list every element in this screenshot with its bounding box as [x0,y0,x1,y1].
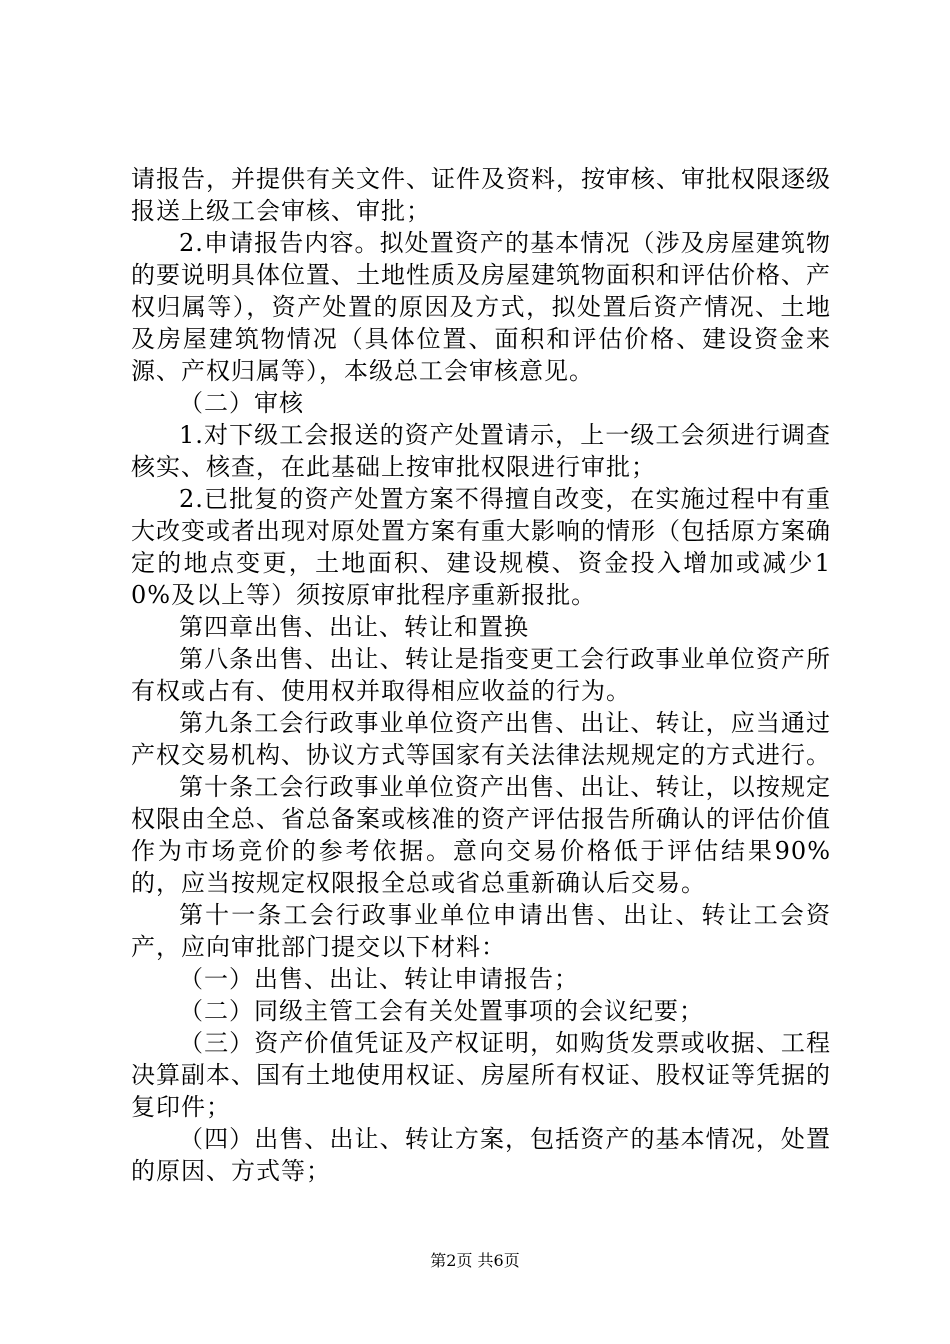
paragraph-8: 第九条工会行政事业单位资产出售、出让、转让，应当通过产权交易机构、协议方式等国家有关法律法规规定的方式进行。 [131,709,831,769]
paragraph-4: 1.对下级工会报送的资产处置请示，上一级工会须进行调查核实、核查，在此基础上按审批权限进行审批； [131,421,831,481]
paragraph-5: 2.已批复的资产处置方案不得擅自改变，在实施过程中有重大改变或者出现对原处置方案有重大影响的情形（包括原方案确定的地点变更，土地面积、建设规模、资金投入增加或减少10%及以上等）须按原审批程序重新报批。 [131,485,831,609]
paragraph-10: 第十一条工会行政事业单位申请出售、出让、转让工会资产，应向审批部门提交以下材料： [131,901,831,961]
page-number-label: 第2页 共6页 [430,1251,520,1270]
page-footer [0,1251,950,1271]
paragraph-2: 2.申请报告内容。拟处置资产的基本情况（涉及房屋建筑物的要说明具体位置、土地性质及房屋建筑物面积和评估价格、产权归属等），资产处置的原因及方式，拟处置后资产情况、土地及房屋建筑物情况（具体位置、面积和评估价格、建设资金来源、产权归属等），本级总工会审核意见。 [131,229,831,385]
paragraph-14: （四）出售、出让、转让方案，包括资产的基本情况，处置的原因、方式等； [131,1125,831,1185]
paragraph-13: （三）资产价值凭证及产权证明，如购货发票或收据、工程决算副本、国有土地使用权证、房屋所有权证、股权证等凭据的复印件； [131,1029,831,1121]
chapter-heading: 第四章出售、出让、转让和置换 [179,613,529,641]
paragraph-12: （二）同级主管工会有关处置事项的会议纪要； [179,997,704,1025]
paragraph-7: 第八条出售、出让、转让是指变更工会行政事业单位资产所有权或占有、使用权并取得相应收益的行为。 [131,645,831,705]
paragraph-3: （二）审核 [179,389,304,417]
document-body [131,163,831,1187]
paragraph-1: 请报告，并提供有关文件、证件及资料，按审核、审批权限逐级报送上级工会审核、审批； [131,165,831,225]
paragraph-11: （一）出售、出让、转让申请报告； [179,965,579,993]
paragraph-9: 第十条工会行政事业单位资产出售、出让、转让，以按规定权限由全总、省总备案或核准的资产评估报告所确认的评估价值作为市场竞价的参考依据。意向交易价格低于评估结果90%的，应当按规定权限报全总或省总重新确认后交易。 [131,773,831,897]
